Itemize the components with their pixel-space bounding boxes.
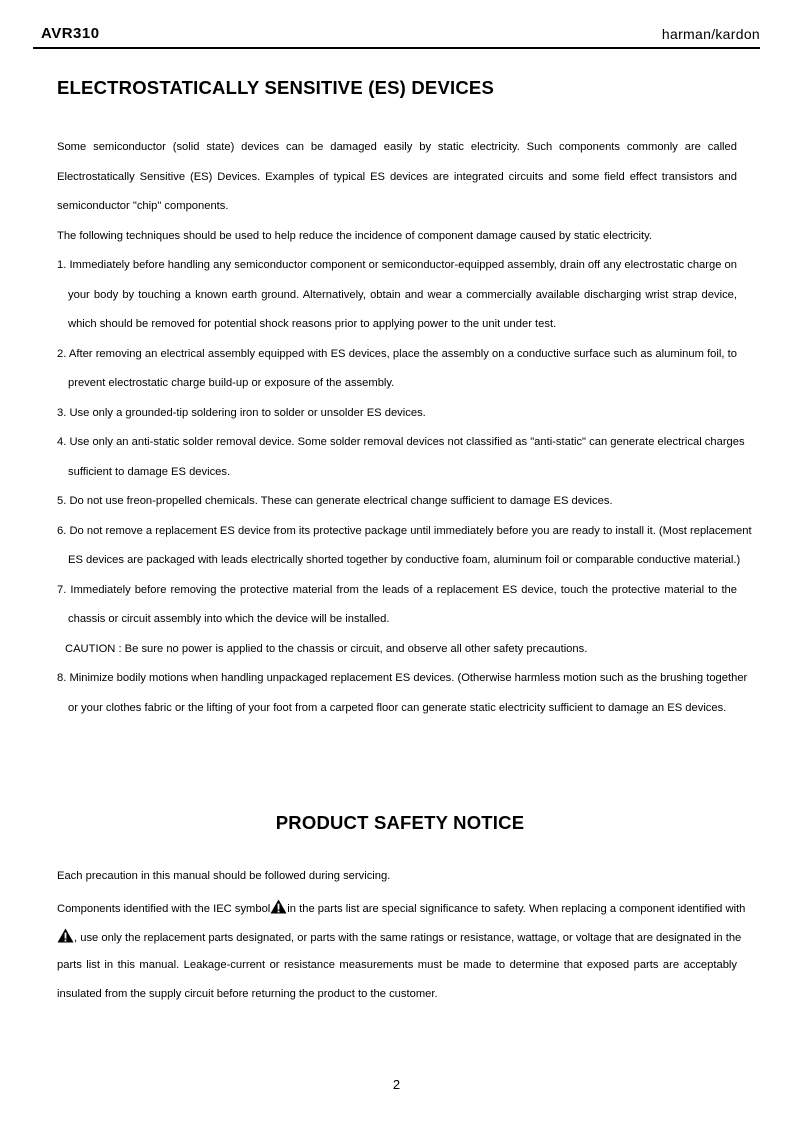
safety-section-body — [57, 869, 746, 1017]
es-item-5-line: 5. Do not use freon-propelled chemicals. These can generate electrical change sufficient to damage ES devices. — [57, 495, 613, 507]
safety-line: insulated from the supply circuit before returning the product to the customer. — [57, 988, 438, 1000]
es-intro-line: semiconductor "chip" components. — [57, 200, 229, 212]
safety-line: Each precaution in this manual should be followed during servicing. — [57, 870, 391, 882]
es-section-title: ELECTROSTATICALLY SENSITIVE (ES) DEVICES — [57, 77, 494, 98]
safety-line — [57, 899, 746, 929]
page-header — [0, 0, 793, 50]
es-section-body — [57, 140, 752, 730]
es-item-2-line: 2. After removing an electrical assembly equipped with ES devices, place the assembly on a conductive surface such as aluminum foil, to — [57, 347, 737, 360]
es-intro-line: Some semiconductor (solid state) devices can be damaged easily by static electricity. Such components commonly are called — [57, 141, 737, 153]
safety-line — [57, 928, 742, 958]
es-item-6-line: 6. Do not remove a replacement ES device from its protective package until immediately before you are ready to install it. (Most replacement — [57, 524, 752, 537]
warning-triangle-icon — [270, 899, 287, 914]
safety-line-part: in the parts list are special significance to safety. When replacing a component identified with — [287, 902, 746, 915]
es-intro-line: Electrostatically Sensitive (ES) Devices. Examples of typical ES devices are integrated circuits and some field effect transistors and — [57, 170, 737, 183]
es-item-1-line: which should be removed for potential shock reasons prior to applying power to the unit under test. — [68, 318, 557, 330]
es-item-7-line: chassis or circuit assembly into which the device will be installed. — [68, 613, 390, 625]
es-intro-line: The following techniques should be used to help reduce the incidence of component damage caused by static electricity. — [57, 229, 652, 242]
es-item-8-line: 8. Minimize bodily motions when handling unpackaged replacement ES devices. (Otherwise harmless motion such as the brushing together — [57, 672, 748, 684]
warning-triangle-icon — [57, 928, 74, 943]
safety-line: parts list in this manual. Leakage-current or resistance measurements must be made to determine that exposed parts are acceptably — [57, 958, 737, 971]
es-item-1-line: your body by touching a known earth ground. Alternatively, obtain and wear a commercially available discharging wrist strap device, — [68, 288, 737, 301]
es-item-1-line: 1. Immediately before handling any semiconductor component or semiconductor-equipped assembly, drain off any electrostatic charge on — [57, 259, 737, 271]
brand-name: harman/kardon — [661, 26, 760, 42]
es-item-4-line: 4. Use only an anti-static solder removal device. Some solder removal devices not classified as "anti-static" can generate electrical charges — [57, 436, 745, 448]
header-rule — [33, 47, 760, 49]
es-item-8-line: or your clothes fabric or the lifting of your foot from a carpeted floor can generate static electricity sufficient to damage an ES devices. — [68, 701, 727, 714]
safety-section-title: PRODUCT SAFETY NOTICE — [275, 812, 525, 833]
model-name: AVR310 — [41, 25, 100, 42]
safety-line-part: Components identified with the IEC symbol — [57, 902, 271, 915]
es-item-2-line: prevent electrostatic charge build-up or exposure of the assembly. — [68, 377, 395, 389]
caution-note: CAUTION : Be sure no power is applied to the chassis or circuit, and observe all other safety precautions. — [65, 642, 588, 655]
es-item-4-line: sufficient to damage ES devices. — [68, 465, 231, 478]
es-item-6-line: ES devices are packaged with leads electrically shorted together by conductive foam, aluminum foil or comparable conductive material.) — [68, 554, 741, 566]
es-item-3-line: 3. Use only a grounded-tip soldering iron to solder or unsolder ES devices. — [57, 406, 426, 419]
safety-line-part: , use only the replacement parts designated, or parts with the same ratings or resistance, wattage, or voltage that are designated in the — [74, 932, 742, 944]
page-number: 2 — [392, 1077, 401, 1092]
es-item-7-line: 7. Immediately before removing the protective material from the leads of a replacement ES device, touch the protective material to the — [57, 583, 737, 596]
